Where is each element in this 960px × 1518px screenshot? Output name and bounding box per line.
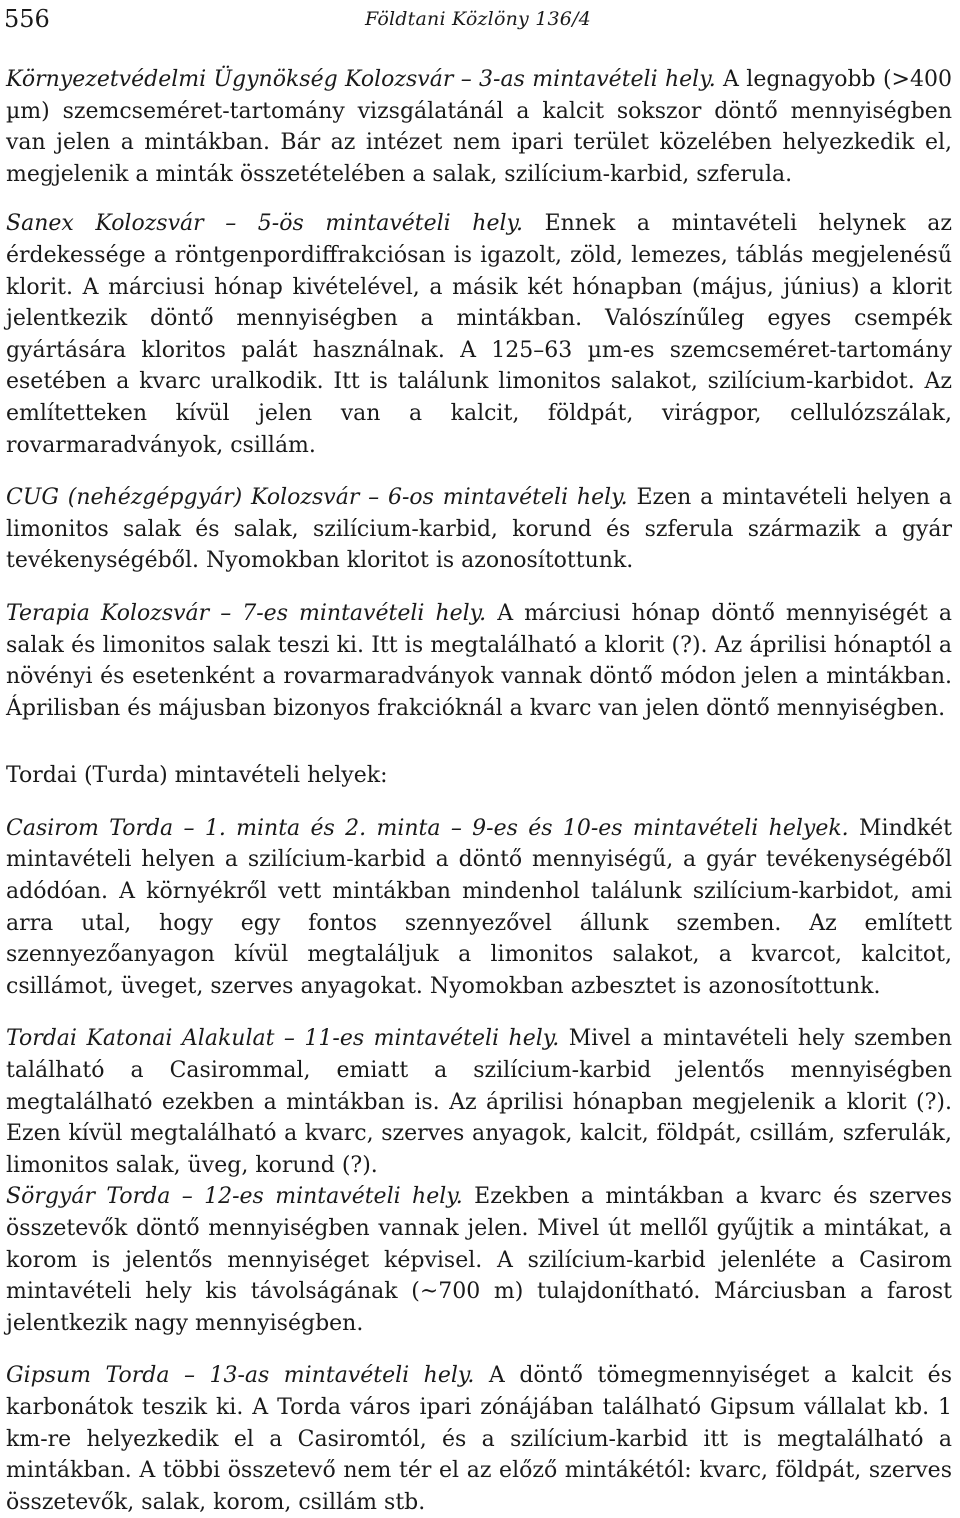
body-text: [6, 64, 952, 1518]
paragraph-site-3: [6, 64, 952, 190]
paragraph-lead: Sörgyár Torda – 12-es mintavételi hely.: [6, 1184, 463, 1210]
page-number: 556: [4, 5, 50, 33]
paragraph-site-11: [6, 1023, 952, 1181]
paragraph-site-9-10: [6, 813, 952, 1003]
paragraph-lead: Környezetvédelmi Ügynökség Kolozsvár – 3-as mintavételi hely.: [6, 67, 716, 92]
running-head: [4, 2, 952, 36]
paragraph-site-13: [6, 1360, 952, 1518]
paragraph-lead: Tordai Katonai Alakulat – 11-es mintavételi hely.: [6, 1026, 560, 1052]
paragraph-site-7: [6, 598, 952, 724]
section-heading: Tordai (Turda) mintavételi helyek:: [6, 763, 388, 789]
paragraph-text: Mivel a mintavételi hely szemben található a Casirommal, emiatt a szilícium-karbid jelentős mennyiségben megtalálható ezekben a mintákban is. Az áprilisi hónapban megjelenik a klorit (?). Ezen kívül megtalálható a kvarc, szerves anyagok, kalcit, földpát, csillám, szferulák, limonitos salak, üveg, korund (?).: [6, 1026, 952, 1178]
paragraph-site-6: [6, 482, 952, 577]
paragraph-text: A márciusi hónap döntő mennyiségét a salak és limonitos salak teszi ki. Itt is megtalálható a klorit (?). Az áprilisi hónaptól a növényi és esetenként a rovarmaradványok vannak döntő módon jelen a mintákban. Áprilisban és májusban bizonyos frakcióknál a kvarc van jelen döntő mennyiségben.: [6, 600, 952, 721]
paragraph-lead: Sanex Kolozsvár – 5-ös mintavételi hely.: [6, 211, 524, 237]
paragraph-text: Mindkét mintavételi helyen a szilícium-karbid a döntő mennyiségű, a gyár tevékenységéből adódóan. A környékről vett mintákban mindenhol találunk szilícium-karbidot, ami arra utal, hogy egy fontos szennyezővel állunk szemben. Az említett szennyezőanyagon kívül megtaláljuk a limonitos salakot, a kvarcot, kalcitot, csillámot, üveget, szerves anyagokat. Nyomokban azbesztet is azonosítottunk.: [6, 815, 953, 999]
paragraph-text: A döntő tömegmennyiséget a kalcit és karbonátok teszik ki. A Torda város ipari zónájában található Gipsum vállalat kb. 1 km-re helyezkedik el a Casiromtól, és a szilícium-karbid itt is megtalálható a mintákban. A többi összetevő nem tér el az előző mintákétól: kvarc, földpát, szerves összetevők, salak, korom, csillám stb.: [6, 1363, 952, 1515]
paragraph-text: Ennek a mintavételi helynek az érdekessége a röntgenpordiffrakciósan is igazolt, zöld, lemezes, táblás megjelenésű klorit. A márciusi hónap kivételével, a másik két hónapban (május, június) a klorit jelentkezik döntő mennyiségben a mintákban. Valószínűleg egyes csempék gyártására kloritos palát használnak. A 125–63 µm-es szemcseméret-tartomány esetében a kvarc uralkodik. Itt is találunk limonitos salakot, szilícium-karbidot. Az említetteken kívül jelen van a kalcit, földpát, virágpor, cellulózszálak, rovarmaradványok, csillám.: [6, 211, 952, 458]
journal-title: Földtani Közlöny 136/4: [365, 8, 591, 30]
paragraph-lead: CUG (nehézgépgyár) Kolozsvár – 6-os mintavételi hely.: [6, 485, 628, 511]
paragraph-lead: Terapia Kolozsvár – 7-es mintavételi hely.: [6, 600, 487, 626]
paragraph-text: A legnagyobb (>400 µm) szemcseméret-tartomány vizsgálatánál a kalcit sokszor döntő mennyiségben van jelen a mintákban. Bár az intézet nem ipari terület közelében helyezkedik el, megjelenik a minták összetételében a salak, szilícium-karbid, szferula.: [6, 67, 952, 187]
paragraph-text: Ezen a mintavételi helyen a limonitos salak és salak, szilícium-karbid, korund és szferula származik a gyár tevékenységéből. Nyomokban kloritot is azonosítottunk.: [6, 485, 952, 574]
paragraph-site-12: [6, 1181, 952, 1339]
paragraph-lead: Gipsum Torda – 13-as mintavételi hely.: [6, 1363, 475, 1389]
paragraph-lead: Casirom Torda – 1. minta és 2. minta – 9-es és 10-es mintavételi helyek.: [6, 815, 849, 841]
paragraph-site-5: [6, 208, 952, 461]
paragraph-text: Ezekben a mintákban a kvarc és szerves összetevők döntő mennyiségben vannak jelen. Mivel út mellől gyűjtik a mintákat, a korom is jelentős mennyiséget képvisel. A szilícium-karbid jelenléte a Casirom mintavételi hely kis távolságának (~700 m) tulajdonítható. Márciusban a farost jelentkezik nagy mennyiségben.: [6, 1184, 952, 1336]
